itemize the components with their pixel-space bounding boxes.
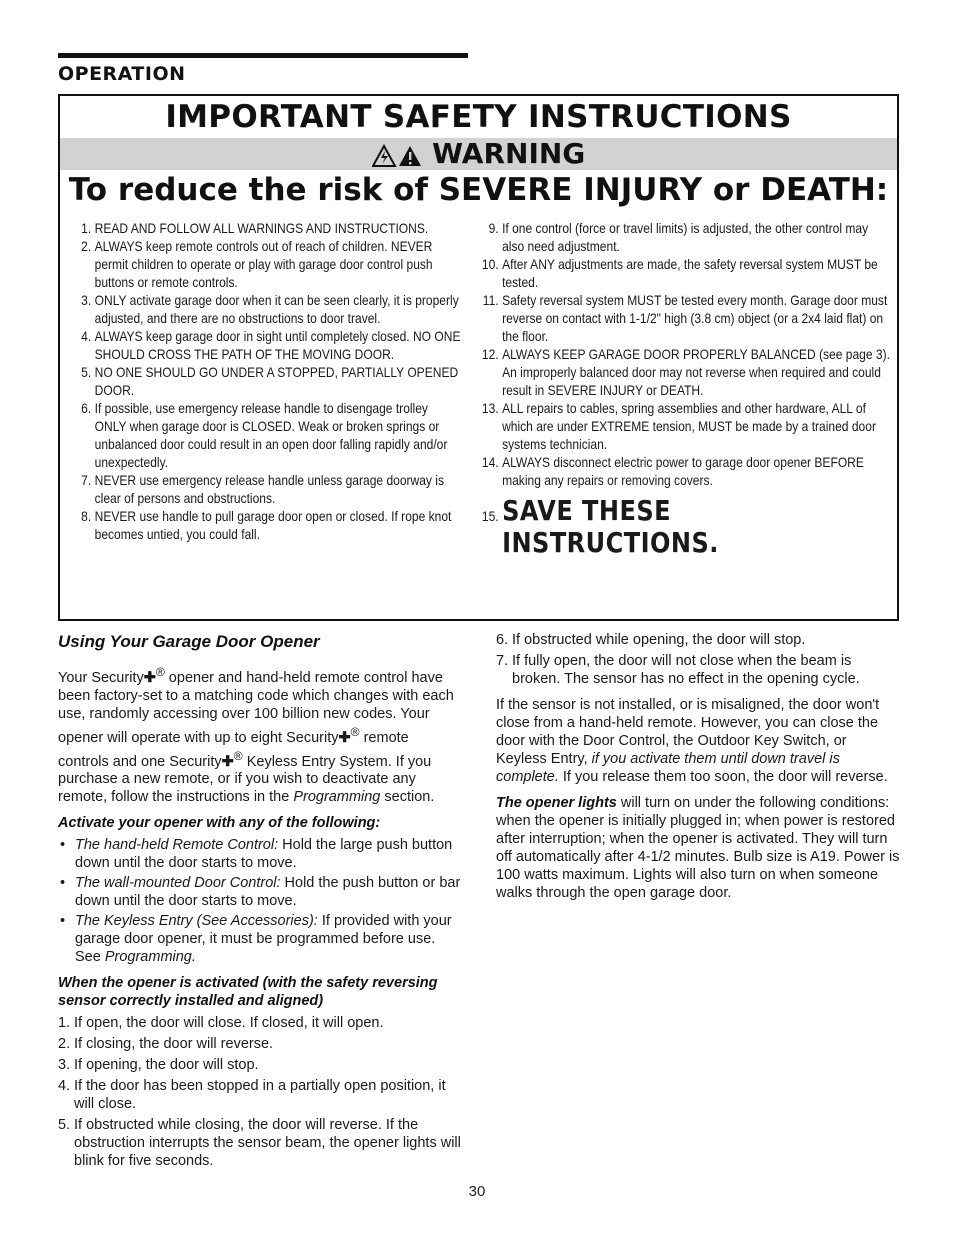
save-instructions [478, 495, 891, 559]
safety-item: 10. After ANY adjustments are made, the safety reversal system MUST be tested. [481, 256, 878, 290]
safety-item: 11. Safety reversal system MUST be tested every month. Garage door must reverse on contact with 1-1/2" high (3.8 cm) object (or a 2x4 laid flat) on the floor. [482, 292, 888, 344]
body-column-right [496, 631, 901, 910]
body-column-left [58, 631, 463, 1173]
risk-heading: To reduce the risk of SEVERE INJURY or DEATH: [68, 172, 889, 208]
safety-item: 13. ALL repairs to cables, spring assemblies and other hardware, ALL of which are under EXTREME tension, MUST be made by a trained door systems technician. [481, 400, 876, 452]
sensor-paragraph: If the sensor is not installed, or is misaligned, the door won't close from a hand-held remote. However, you can close the door with the Door Control, the Outdoor Key Switch, or Keyless Entry, if you activate them until down travel is complete. If you release them too soon, the door will reverse. [496, 697, 888, 785]
top-rule [58, 53, 468, 58]
step-item: 4. If the door has been stopped in a partially open position, it will close. [58, 1078, 446, 1113]
intro-paragraph: Your Security✚® opener and hand-held remote control have been factory-set to a matching code which changes with each use, randomly accessing over 100 billion new codes. Your opener will operate with up to eight Security✚® remote controls and one Security✚® Keyless Entry System. If you purchase a new remote, or if you wish to deactivate any remote, follow the instructions in the Programming section. [58, 665, 454, 806]
activate-heading: Activate your opener with any of the following: [58, 815, 381, 832]
step-item: 7. If fully open, the door will not close when the beam is broken. The sensor has no effect in the opening cycle. [496, 653, 860, 687]
bullet-item: • The hand-held Remote Control: Hold the large push button down until the door starts to move. [60, 837, 453, 872]
safety-instructions-box [58, 94, 899, 621]
warning-label: WARNING [432, 137, 586, 170]
activated-heading: When the opener is activated (with the safety reversing sensor correctly installed and aligned) [58, 975, 438, 1010]
step-item: 3. If opening, the door will stop. [58, 1057, 259, 1074]
safety-item: 1. READ AND FOLLOW ALL WARNINGS AND INSTRUCTIONS. [81, 220, 429, 236]
lights-paragraph: The opener lights will turn on under the following conditions: when the opener is initially plugged in; when power is restored after interruption; when the opener is activated. They will turn off automatically after 4-1/2 minutes. Bulb size is A19. Power is 100 watts maximum. Lights will also turn on when someone walks through the open garage door. [496, 795, 900, 901]
safety-item: 12. ALWAYS KEEP GARAGE DOOR PROPERLY BALANCED (see page 3). An improperly balanced door may not reverse when required and could result in SEVERE INJURY or DEATH. [481, 346, 890, 398]
safety-list-left [74, 219, 461, 543]
page-number: 30 [468, 1183, 486, 1200]
safety-item: 6. If possible, use emergency release handle to disengage trolley ONLY when garage door is CLOSED. Weak or broken springs or unbalanced door could result in an open door falling rapidly and/or unexpectedly. [81, 400, 448, 470]
safety-heading: IMPORTANT SAFETY INSTRUCTIONS [165, 99, 792, 135]
safety-item: 3. ONLY activate garage door when it can be seen clearly, it is properly adjusted, and there are no obstructions to door travel. [81, 292, 459, 326]
step-item: 1. If open, the door will close. If closed, it will open. [58, 1015, 384, 1032]
save-text: SAVE THESE INSTRUCTIONS. [502, 494, 719, 559]
bullet-item: • The wall-mounted Door Control: Hold the push button or bar down until the door starts to move. [60, 875, 461, 910]
using-heading: Using Your Garage Door Opener [58, 632, 320, 651]
warning-band [60, 138, 897, 170]
safety-item: 9. If one control (force or travel limits) is adjusted, the other control may also need adjustment. [488, 220, 869, 254]
warning-triangle-icon [372, 144, 424, 173]
safety-item: 4. ALWAYS keep garage door in sight until completely closed. NO ONE SHOULD CROSS THE PATH OF THE MOVING DOOR. [81, 328, 461, 362]
step-item: 2. If closing, the door will reverse. [58, 1036, 274, 1053]
step-item: 5. If obstructed while closing, the door will reverse. If the obstruction interrupts the sensor beam, the opener lights will blink for five seconds. [58, 1117, 461, 1170]
section-title: OPERATION [58, 63, 186, 85]
bullet-item: • The Keyless Entry (See Accessories): If provided with your garage door opener, it must be programmed before use. See Programming. [60, 913, 452, 966]
step-item: 6. If obstructed while opening, the door will stop. [496, 632, 806, 648]
safety-item: 8. NEVER use handle to pull garage door open or closed. If rope knot becomes untied, you could fall. [81, 508, 452, 542]
safety-item: 5. NO ONE SHOULD GO UNDER A STOPPED, PARTIALLY OPENED DOOR. [81, 364, 459, 398]
safety-item: 2. ALWAYS keep remote controls out of reach of children. NEVER permit children to operate or play with garage door control push buttons or remote controls. [81, 238, 433, 290]
save-number: 15. [481, 508, 499, 524]
safety-list-right [478, 219, 891, 559]
safety-item: 14. ALWAYS disconnect electric power to garage door opener BEFORE making any repairs or removing covers. [481, 454, 864, 488]
safety-item: 7. NEVER use emergency release handle unless garage doorway is clear of persons and obstructions. [81, 472, 445, 506]
